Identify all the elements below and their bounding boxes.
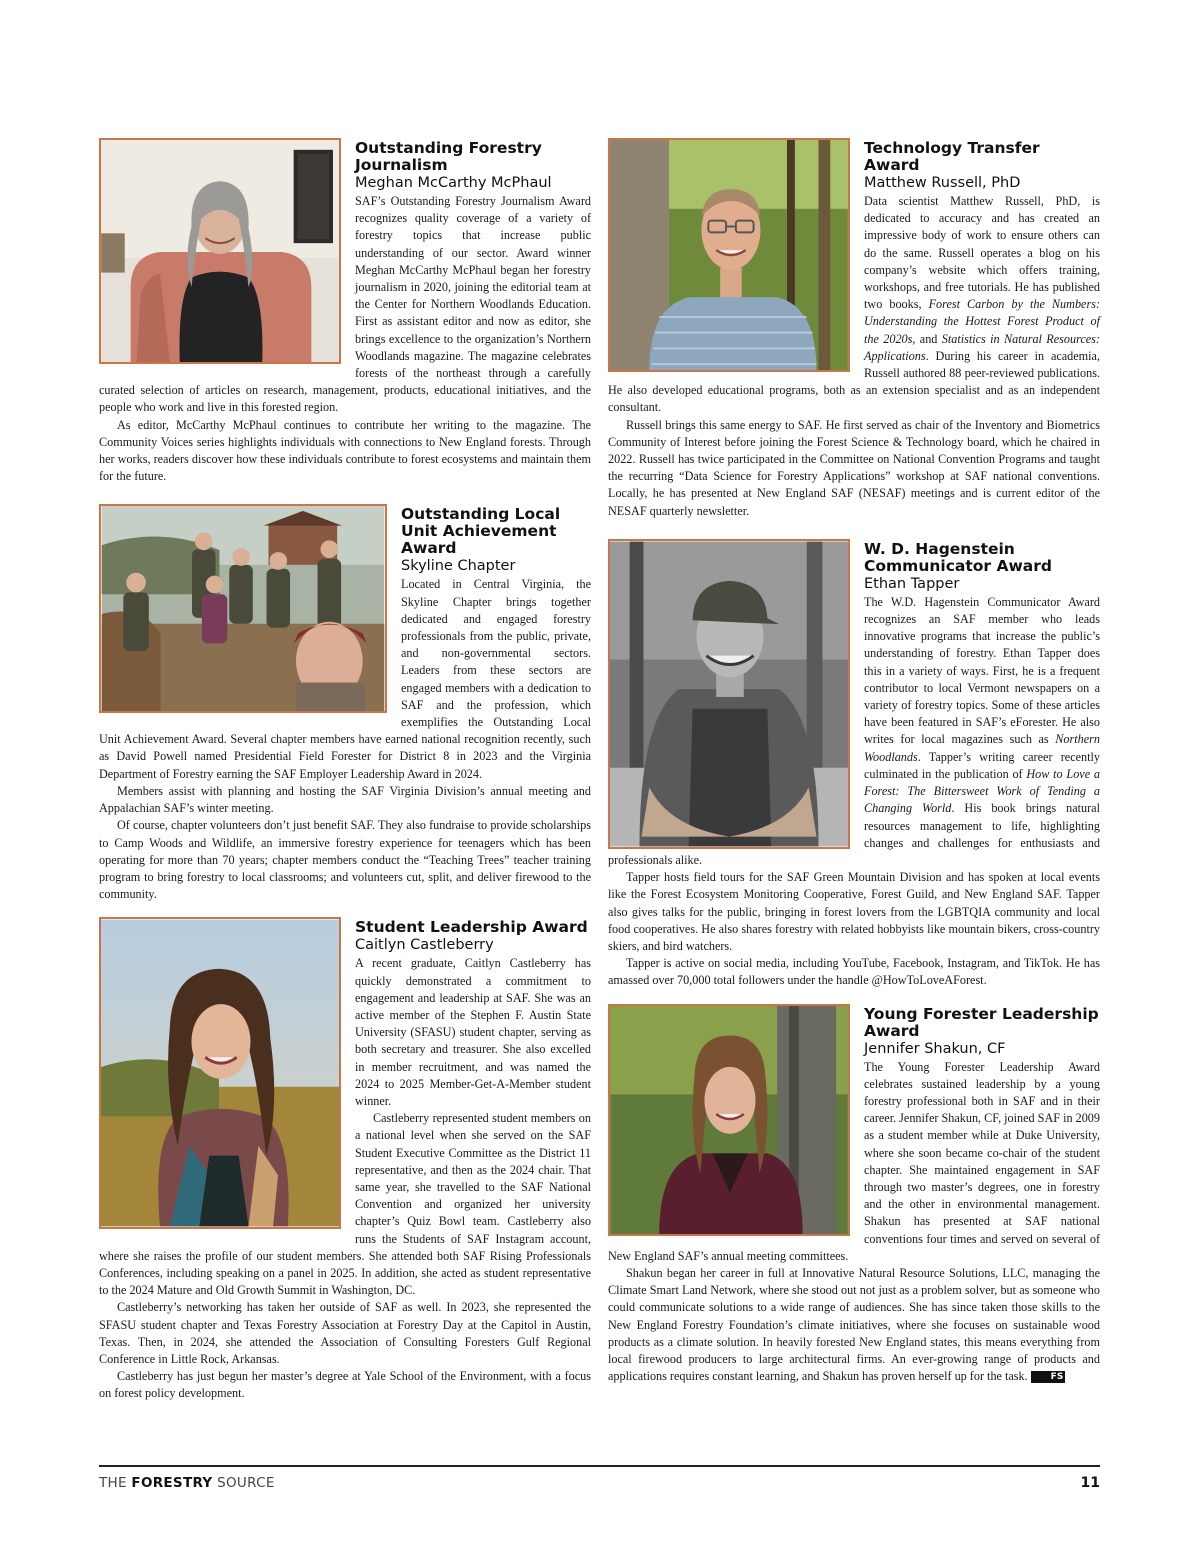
publication-name [99, 1475, 275, 1491]
portrait-image [101, 140, 339, 362]
article-young-forester [608, 1004, 1100, 1386]
portrait-image [610, 140, 848, 370]
publication-suffix: SOURCE [212, 1475, 275, 1491]
winner-name: Ethan Tapper [864, 575, 960, 592]
end-mark-icon: FS [1031, 1371, 1066, 1383]
left-column [99, 138, 591, 1403]
portrait-image [610, 1006, 848, 1234]
photo-meghan-mccarthy-mcphaul [99, 138, 341, 364]
text-run: . His book brings natural resources management to life, highlighting changes and challenges for enthusiasts and professionals alike. [608, 801, 1100, 867]
article-technology-transfer [608, 138, 1100, 520]
magazine-title: Northern Woodlands [864, 732, 1100, 764]
group-photo-image [101, 506, 385, 711]
paragraph: Russell brings this same energy to SAF. He first served as chair of the Inventory and Biometrics Community of Interest before joining the Forest Science & Technology board, which he chaired in 2022. Russell has twice participated in the Committee on National Convention Programs and taught the recurring “Data Science for Forestry Applications” workshop at SAF national conventions. Locally, he has presented at New England SAF (NESAF) meetings and is current editor of the NESAF quarterly newsletter. [608, 417, 1100, 518]
right-column [608, 138, 1100, 1385]
award-title: Technology Transfer Award [864, 139, 1040, 174]
text-run: , and [912, 331, 942, 346]
award-title: Student Leadership Award [355, 918, 588, 937]
text-run: The W.D. Hagenstein Communicator Award recognizes an SAF member who leads innovative programs that increase the public’s understanding of forestry. Ethan Tapper does this in a variety of ways. First, he is a frequent contributor to local Vermont newspapers on a variety of forestry topics. Some of these articles have been featured in SAF’s eForester. He also writes for local magazines such as [864, 594, 1100, 747]
paragraph: A recent graduate, Caitlyn Castleberry has quickly demonstrated a commitment to engagement and leadership at SAF. She was an active member of the Stephen F. Austin State University (SFASU) student chapter, serving as both secretary and treasurer. She also excelled in member recruitment, and was named the 2024 to 2025 Member-Get-A-Member student winner. [355, 956, 591, 1108]
paragraph: Castleberry has just begun her master’s degree at Yale School of the Environment, with a focus on forest policy development. [99, 1369, 591, 1401]
portrait-image [610, 541, 848, 847]
page-number: 11 [1080, 1475, 1100, 1491]
award-title: Young Forester Leadership Award [864, 1004, 1099, 1040]
portrait-image [101, 919, 339, 1227]
paragraph [608, 1265, 1100, 1385]
paragraph: Tapper is active on social media, including YouTube, Facebook, Instagram, and TikTok. He has amassed over 70,000 total followers under the handle @HowToLoveAForest. [608, 956, 1100, 988]
winner-name: Matthew Russell, PhD [864, 175, 1021, 191]
paragraph: Of course, chapter volunteers don’t just benefit SAF. They also fundraise to provide scholarships to Camp Woods and Wildlife, an immersive forestry experience for teenagers which has been operating for more than 70 years; chapter members conduct the “Teaching Trees” teacher training program to bring forestry to local classrooms; and volunteers cut, split, and deliver firewood to the community. [99, 818, 591, 902]
photo-jennifer-shakun [608, 1004, 850, 1236]
book-title: Forest Carbon by the Numbers: Understanding the Hottest Forest Product of the 2020s [864, 297, 1100, 346]
paragraph: SAF’s Outstanding Forestry Journalism Award recognizes quality coverage of a variety of forestry topics that increase public understanding of our sector. Award winner Meghan McCarthy McPhaul began her forestry journalism in 2020, joining the editorial team at the Center for Northern Woodlands Education. First as assistant editor and now as editor, she brings excellence to the organization’s Northern Woodlands magazine. The magazine celebrates forests of the northeast through a carefully curated selection of articles on research, management, products, educational initiatives, and the people who work and live in this forested region. [99, 194, 591, 415]
paragraph: Castleberry represented student members on a national level when she served on the SAF Student Executive Committee as the District 11 representative, and then as the 2024 chair. That same year, she travelled to the SAF National Convention and organized her university chapter’s Quiz Bowl team. Castleberry also runs the Students of SAF Instagram account, where she raises the profile of our student members. She attended both SAF Rising Professionals Conferences, including speaking on a panel in 2025. In addition, she acted as student representative to the 2024 Mature and Old Growth Summit in Washington, DC. [99, 1111, 591, 1298]
photo-skyline-chapter [99, 504, 387, 713]
winner-name: Skyline Chapter [401, 558, 516, 575]
publication-brand: FORESTRY [131, 1475, 213, 1491]
book-title: Statistics in Natural Resources: Applications [864, 331, 1100, 363]
photo-matthew-russell [608, 138, 850, 372]
publication-prefix: THE [99, 1475, 132, 1491]
winner-name: Meghan McCarthy McPhaul [355, 175, 552, 191]
book-title: How to Love a Forest: The Bittersweet Work of Tending a Changing World [864, 766, 1100, 816]
paragraph: Tapper hosts field tours for the SAF Green Mountain Division and has spoken at local events like the Forest Ecosystem Monitoring Cooperative, Forest Guild, and New England SAF. Tapper also gives talks for the public, bringing in forest lovers from the LGBTQIA community and local food cooperatives. He also shares forestry with related hobbyists like mountain bikers, cross-country skiers, and bird watchers. [608, 870, 1100, 953]
award-title: Outstanding Forestry Journalism [355, 139, 542, 174]
award-title: W. D. Hagenstein Communicator Award [864, 539, 1052, 575]
text-run: Shakun began her career in full at Innovative Natural Resource Solutions, LLC, managing the Climate Smart Land Network, where she stood out not just as a problem solver, but as someone who could communicate solutions to a wide range of audiences. She has since taken those skills to the New England Forestry Foundation’s climate initiatives, where she focuses on sustainable wood products as a climate solution. In heavily forested New England states, this means everything from local firewood producers to large architectural firms. An ever-growing range of products and applications requires constant learning, and Shakun has proven herself up for the task. [608, 1265, 1100, 1384]
article-student-leadership [99, 917, 591, 1402]
paragraph: Members assist with planning and hosting the SAF Virginia Division’s annual meeting and Appalachian SAF’s winter meeting. [99, 783, 591, 816]
paragraph: As editor, McCarthy McPhaul continues to contribute her writing to the magazine. The Community Voices series highlights individuals with connections to New England forests. Through her works, readers discover how these individuals contribute to forest ecosystems and maintain them for the future. [99, 417, 591, 484]
paragraph: Located in Central Virginia, the Skyline Chapter brings together dedicated and engaged forestry professionals from the public, private, and non-governmental sectors. Leaders from these sectors are engaged members with a dedication to SAF and the profession, which exemplifies the Outstanding Local Unit Achievement Award. Several chapter members have earned national recognition recently, such as David Powell named Presidential Field Forester for District 8 in 2023 and the Virginia Department of Forestry earning the SAF Employer Leadership Award in 2024. [99, 577, 591, 781]
footer-rule [99, 1465, 1100, 1467]
photo-ethan-tapper [608, 539, 850, 849]
paragraph: The Young Forester Leadership Award celebrates sustained leadership by a young forestry professional both in SAF and in their career. Jennifer Shakun, CF, joined SAF in 2009 as a student member while at Duke University, where she soon became co-chair of the student chapter. She maintained engagement in SAF through two master’s degrees, one in forestry and the other in environmental management. Shakun has presented at SAF national conventions four times and served on several of New England SAF’s annual meeting committees. [608, 1059, 1100, 1263]
paragraph: Castleberry’s networking has taken her outside of SAF as well. In 2023, she represented the SFASU student chapter and Texas Forestry Association at Forestry Day at the Capitol in Austin, Texas. Then, in 2024, she attended the Association of Consulting Foresters Gulf Regional Conference in Little Rock, Arkansas. [99, 1300, 591, 1366]
text-run: . Tapper’s writing career recently culminated in the publication of [864, 749, 1100, 781]
text-run: . During his career in academia, Russell authored 88 peer-reviewed publications. He also developed educational programs, both as an extension specialist and as an independent consultant. [608, 348, 1100, 415]
article-journalism [99, 138, 591, 485]
article-local-unit [99, 504, 591, 903]
photo-caitlyn-castleberry [99, 917, 341, 1229]
winner-name: Jennifer Shakun, CF [864, 1040, 1006, 1057]
winner-name: Caitlyn Castleberry [355, 937, 494, 954]
text-run: Data scientist Matthew Russell, PhD, is dedicated to accuracy and has created an impressive body of work to ensure others can do the same. Russell operates a blog on his company’s website which offers training, workshops, and free tutorials. He has published two books, [864, 194, 1100, 312]
article-hagenstein [608, 539, 1100, 990]
award-title: Outstanding Local Unit Achievement Award [401, 505, 561, 558]
